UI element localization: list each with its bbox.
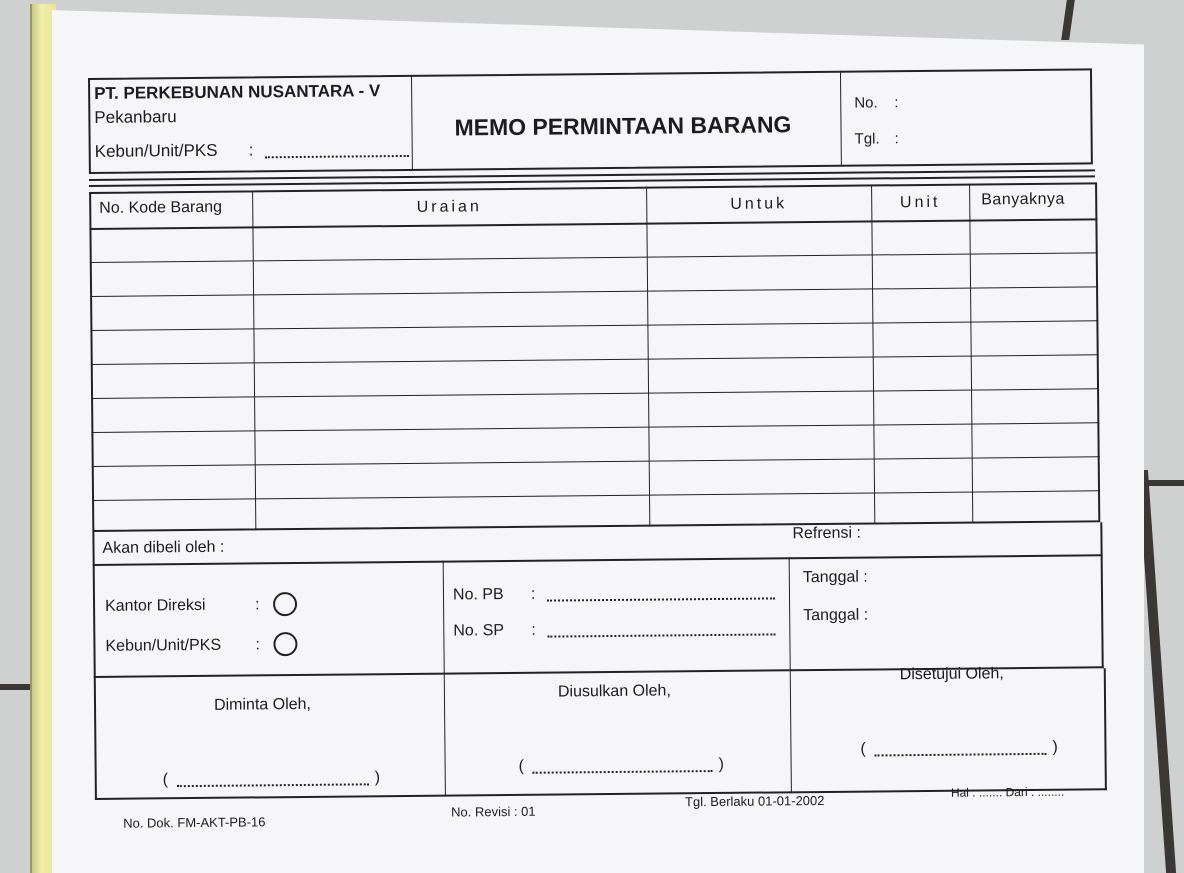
kantor-direksi-colon: : <box>254 596 260 614</box>
page-number: Hal : ....... Dari : ........ <box>950 784 1065 800</box>
diminta-oleh-label: Diminta Oleh, <box>213 695 312 714</box>
refrensi-label: Refrensi : <box>792 524 861 543</box>
tanggal-pb-label: Tanggal : <box>802 568 868 587</box>
column-header-banyaknya: Banyaknya <box>981 190 1065 209</box>
effective-date: Tgl. Berlaku 01-01-2002 <box>684 792 825 810</box>
disetujui-signature-close: ) <box>1052 738 1058 756</box>
memo-number-colon: : <box>894 94 899 112</box>
company-city: Pekanbaru <box>94 107 177 127</box>
column-header-uraian: Uraian <box>416 198 482 216</box>
no-pb-colon: : <box>530 585 536 603</box>
disetujui-signature-open: ( <box>860 740 866 758</box>
disetujui-oleh-label: Disetujui Oleh, <box>899 665 1004 684</box>
diminta-signature-open: ( <box>162 771 169 789</box>
column-header-untuk: Untuk <box>730 195 788 213</box>
diusulkan-signature-close: ) <box>718 755 725 773</box>
no-sp-colon: : <box>531 621 536 639</box>
unit-colon: : <box>248 140 254 160</box>
memo-number-label: No. <box>854 94 878 112</box>
kantor-direksi-label: Kantor Direksi <box>104 596 206 615</box>
akan-dibeli-label: Akan dibeli oleh : <box>102 538 225 557</box>
no-sp-label: No. SP <box>453 622 505 640</box>
floor-tile-joint <box>1061 0 1075 40</box>
no-pb-label: No. PB <box>452 586 504 604</box>
memo-date-label: Tgl. <box>854 130 880 148</box>
floor-tile-joint <box>0 684 34 690</box>
memo-form <box>88 68 1115 831</box>
document-number: No. Dok. FM-AKT-PB-16 <box>123 814 266 831</box>
kebun-unit-option-label: Kebun/Unit/PKS <box>105 636 222 655</box>
company-name: PT. PERKEBUNAN NUSANTARA - V <box>94 81 381 103</box>
form-title: MEMO PERMINTAAN BARANG <box>454 111 792 141</box>
tanggal-sp-label: Tanggal : <box>803 606 869 625</box>
kebun-unit-option-colon: : <box>255 636 260 654</box>
column-header-unit: Unit <box>899 193 941 212</box>
column-header-kode: No. Kode Barang <box>99 198 223 217</box>
kebun-unit-radio[interactable] <box>273 632 297 656</box>
revision-number: No. Revisi : 01 <box>450 803 536 820</box>
diminta-signature-close: ) <box>374 769 381 787</box>
diusulkan-oleh-label: Diusulkan Oleh, <box>557 682 671 701</box>
diusulkan-signature-open: ( <box>518 757 525 775</box>
kantor-direksi-radio[interactable] <box>273 592 297 616</box>
memo-date-colon: : <box>894 130 899 148</box>
items-table <box>89 182 1100 532</box>
unit-label: Kebun/Unit/PKS <box>94 140 218 161</box>
